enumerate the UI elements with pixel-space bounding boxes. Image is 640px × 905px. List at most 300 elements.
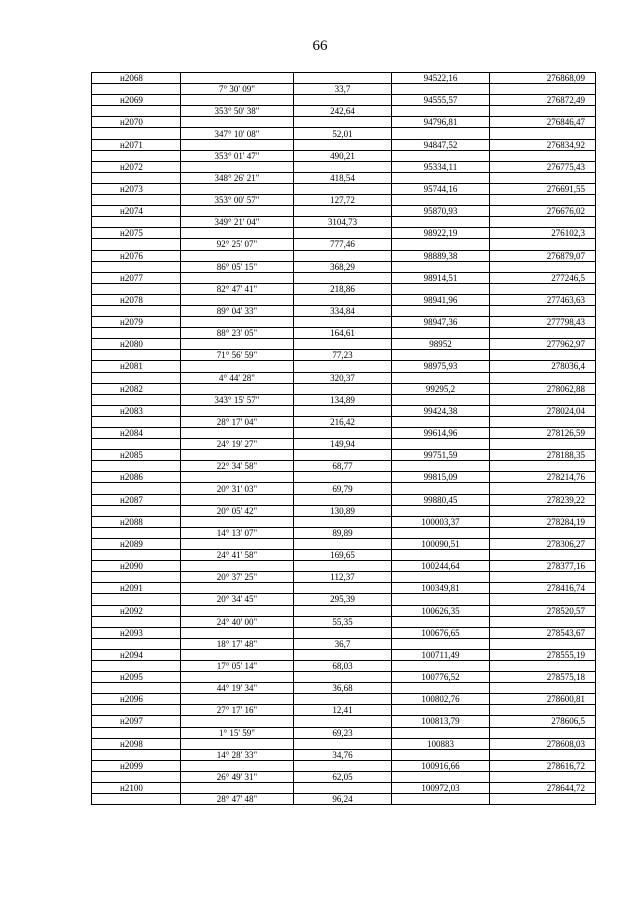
segment-row: [92, 239, 596, 250]
distance-cell: 34,76: [294, 749, 392, 760]
point-row: [92, 494, 596, 505]
x-coordinate-cell: 94847,52: [392, 139, 490, 150]
segment-row: [92, 794, 596, 805]
point-name-cell: н2071: [92, 139, 181, 150]
segment-row: [92, 106, 596, 117]
distance-cell: [294, 272, 392, 283]
x-coordinate-cell: 94555,57: [392, 95, 490, 106]
point-row: [92, 450, 596, 461]
x-coordinate-cell: 98952: [392, 339, 490, 350]
y-coordinate-cell: 278306,27: [490, 538, 596, 549]
y-coordinate-cell: 277463,63: [490, 294, 596, 305]
direction-angle-cell: 27° 17' 16": [181, 705, 294, 716]
point-name-cell: [92, 794, 181, 805]
point-row: [92, 272, 596, 283]
distance-cell: [294, 183, 392, 194]
y-coordinate-cell: 277962,97: [490, 339, 596, 350]
point-name-cell: [92, 217, 181, 228]
direction-angle-cell: 7° 30' 09": [181, 84, 294, 95]
distance-cell: 149,94: [294, 439, 392, 450]
y-coordinate-cell: 278600,81: [490, 694, 596, 705]
direction-angle-cell: [181, 783, 294, 794]
direction-angle-cell: [181, 228, 294, 239]
distance-cell: 418,54: [294, 172, 392, 183]
point-name-cell: [92, 749, 181, 760]
point-name-cell: [92, 616, 181, 627]
x-coordinate-cell: [392, 84, 490, 95]
point-name-cell: [92, 727, 181, 738]
y-coordinate-cell: 278036,4: [490, 361, 596, 372]
direction-angle-cell: 82° 47' 41": [181, 283, 294, 294]
distance-cell: 96,24: [294, 794, 392, 805]
distance-cell: 3104,73: [294, 217, 392, 228]
distance-cell: [294, 206, 392, 217]
direction-angle-cell: [181, 317, 294, 328]
distance-cell: [294, 538, 392, 549]
distance-cell: [294, 294, 392, 305]
x-coordinate-cell: 100711,49: [392, 649, 490, 660]
distance-cell: 368,29: [294, 261, 392, 272]
y-coordinate-cell: [490, 150, 596, 161]
x-coordinate-cell: 100244,64: [392, 561, 490, 572]
x-coordinate-cell: [392, 794, 490, 805]
distance-cell: 169,65: [294, 550, 392, 561]
x-coordinate-cell: [392, 394, 490, 405]
direction-angle-cell: [181, 95, 294, 106]
x-coordinate-cell: [392, 195, 490, 206]
distance-cell: 164,61: [294, 328, 392, 339]
direction-angle-cell: [181, 117, 294, 128]
point-name-cell: н2095: [92, 672, 181, 683]
x-coordinate-cell: 94522,16: [392, 73, 490, 84]
direction-angle-cell: 24° 19' 27": [181, 439, 294, 450]
distance-cell: [294, 561, 392, 572]
point-name-cell: н2092: [92, 605, 181, 616]
y-coordinate-cell: 277798,43: [490, 317, 596, 328]
point-row: [92, 738, 596, 749]
point-row: [92, 783, 596, 794]
direction-angle-cell: [181, 538, 294, 549]
distance-cell: [294, 516, 392, 527]
point-name-cell: [92, 660, 181, 671]
y-coordinate-cell: 278644,72: [490, 783, 596, 794]
direction-angle-cell: [181, 428, 294, 439]
direction-angle-cell: [181, 206, 294, 217]
direction-angle-cell: [181, 383, 294, 394]
segment-row: [92, 616, 596, 627]
y-coordinate-cell: [490, 261, 596, 272]
direction-angle-cell: 353° 00' 57": [181, 195, 294, 206]
segment-row: [92, 505, 596, 516]
y-coordinate-cell: 278555,19: [490, 649, 596, 660]
y-coordinate-cell: [490, 283, 596, 294]
y-coordinate-cell: 278575,18: [490, 672, 596, 683]
distance-cell: [294, 716, 392, 727]
direction-angle-cell: [181, 250, 294, 261]
y-coordinate-cell: [490, 172, 596, 183]
y-coordinate-cell: [490, 660, 596, 671]
distance-cell: 36,68: [294, 683, 392, 694]
point-row: [92, 605, 596, 616]
y-coordinate-cell: [490, 572, 596, 583]
point-name-cell: н2098: [92, 738, 181, 749]
x-coordinate-cell: 98914,51: [392, 272, 490, 283]
direction-angle-cell: 20° 37' 25": [181, 572, 294, 583]
x-coordinate-cell: 100972,03: [392, 783, 490, 794]
x-coordinate-cell: [392, 483, 490, 494]
segment-row: [92, 328, 596, 339]
distance-cell: 69,23: [294, 727, 392, 738]
distance-cell: [294, 605, 392, 616]
direction-angle-cell: 71° 56' 59": [181, 350, 294, 361]
point-name-cell: [92, 550, 181, 561]
point-name-cell: н2086: [92, 472, 181, 483]
distance-cell: [294, 694, 392, 705]
point-name-cell: [92, 283, 181, 294]
y-coordinate-cell: 276834,92: [490, 139, 596, 150]
direction-angle-cell: [181, 627, 294, 638]
point-name-cell: [92, 128, 181, 139]
y-coordinate-cell: 278520,57: [490, 605, 596, 616]
point-name-cell: [92, 505, 181, 516]
distance-cell: [294, 317, 392, 328]
distance-cell: 55,35: [294, 616, 392, 627]
direction-angle-cell: [181, 361, 294, 372]
y-coordinate-cell: 278062,88: [490, 383, 596, 394]
y-coordinate-cell: 278606,5: [490, 716, 596, 727]
distance-cell: 62,05: [294, 771, 392, 782]
point-row: [92, 339, 596, 350]
x-coordinate-cell: [392, 594, 490, 605]
x-coordinate-cell: [392, 705, 490, 716]
segment-row: [92, 638, 596, 649]
y-coordinate-cell: 278608,03: [490, 738, 596, 749]
direction-angle-cell: [181, 450, 294, 461]
direction-angle-cell: [181, 339, 294, 350]
point-name-cell: н2090: [92, 561, 181, 572]
segment-row: [92, 483, 596, 494]
x-coordinate-cell: 99751,59: [392, 450, 490, 461]
y-coordinate-cell: 277246,5: [490, 272, 596, 283]
direction-angle-cell: 4° 44' 28": [181, 372, 294, 383]
point-row: [92, 561, 596, 572]
x-coordinate-cell: 100676,65: [392, 627, 490, 638]
direction-angle-cell: 343° 15' 57": [181, 394, 294, 405]
point-name-cell: н2078: [92, 294, 181, 305]
distance-cell: 134,89: [294, 394, 392, 405]
y-coordinate-cell: [490, 128, 596, 139]
point-row: [92, 95, 596, 106]
direction-angle-cell: 92° 25' 07": [181, 239, 294, 250]
x-coordinate-cell: 100916,66: [392, 760, 490, 771]
point-name-cell: н2069: [92, 95, 181, 106]
y-coordinate-cell: [490, 771, 596, 782]
distance-cell: 295,39: [294, 594, 392, 605]
y-coordinate-cell: [490, 749, 596, 760]
point-row: [92, 760, 596, 771]
distance-cell: [294, 405, 392, 416]
direction-angle-cell: [181, 405, 294, 416]
segment-row: [92, 261, 596, 272]
direction-angle-cell: 24° 40' 00": [181, 616, 294, 627]
distance-cell: 320,37: [294, 372, 392, 383]
direction-angle-cell: [181, 272, 294, 283]
segment-row: [92, 372, 596, 383]
y-coordinate-cell: [490, 416, 596, 427]
y-coordinate-cell: [490, 84, 596, 95]
point-name-cell: н2073: [92, 183, 181, 194]
point-name-cell: н2088: [92, 516, 181, 527]
coordinates-table: [91, 72, 596, 805]
y-coordinate-cell: [490, 594, 596, 605]
point-row: [92, 294, 596, 305]
point-name-cell: н2082: [92, 383, 181, 394]
direction-angle-cell: [181, 605, 294, 616]
direction-angle-cell: [181, 73, 294, 84]
y-coordinate-cell: 278284,19: [490, 516, 596, 527]
y-coordinate-cell: [490, 217, 596, 228]
distance-cell: 777,46: [294, 239, 392, 250]
direction-angle-cell: 20° 31' 03": [181, 483, 294, 494]
point-row: [92, 73, 596, 84]
x-coordinate-cell: 100883: [392, 738, 490, 749]
x-coordinate-cell: [392, 350, 490, 361]
direction-angle-cell: 353° 01' 47": [181, 150, 294, 161]
segment-row: [92, 394, 596, 405]
y-coordinate-cell: [490, 683, 596, 694]
point-row: [92, 405, 596, 416]
distance-cell: 89,89: [294, 527, 392, 538]
coordinates-table-container: [91, 72, 595, 805]
y-coordinate-cell: 278543,67: [490, 627, 596, 638]
x-coordinate-cell: [392, 261, 490, 272]
distance-cell: [294, 672, 392, 683]
point-row: [92, 583, 596, 594]
direction-angle-cell: 26° 49' 31": [181, 771, 294, 782]
point-row: [92, 649, 596, 660]
segment-row: [92, 771, 596, 782]
point-row: [92, 161, 596, 172]
point-name-cell: н2079: [92, 317, 181, 328]
x-coordinate-cell: [392, 372, 490, 383]
segment-row: [92, 594, 596, 605]
segment-row: [92, 749, 596, 760]
segment-row: [92, 350, 596, 361]
y-coordinate-cell: [490, 394, 596, 405]
distance-cell: [294, 494, 392, 505]
x-coordinate-cell: [392, 461, 490, 472]
x-coordinate-cell: 94796,81: [392, 117, 490, 128]
direction-angle-cell: 17° 05' 14": [181, 660, 294, 671]
y-coordinate-cell: [490, 505, 596, 516]
direction-angle-cell: [181, 672, 294, 683]
y-coordinate-cell: 276102,3: [490, 228, 596, 239]
direction-angle-cell: 347° 10' 08": [181, 128, 294, 139]
distance-cell: [294, 139, 392, 150]
point-row: [92, 139, 596, 150]
point-name-cell: н2097: [92, 716, 181, 727]
distance-cell: 69,79: [294, 483, 392, 494]
point-name-cell: [92, 239, 181, 250]
x-coordinate-cell: 99614,96: [392, 428, 490, 439]
point-name-cell: н2077: [92, 272, 181, 283]
distance-cell: 52,01: [294, 128, 392, 139]
distance-cell: [294, 161, 392, 172]
x-coordinate-cell: 99815,09: [392, 472, 490, 483]
direction-angle-cell: 86° 05' 15": [181, 261, 294, 272]
x-coordinate-cell: [392, 217, 490, 228]
point-row: [92, 716, 596, 727]
point-name-cell: [92, 638, 181, 649]
y-coordinate-cell: 276676,02: [490, 206, 596, 217]
distance-cell: 112,37: [294, 572, 392, 583]
x-coordinate-cell: 95870,93: [392, 206, 490, 217]
segment-row: [92, 416, 596, 427]
x-coordinate-cell: [392, 683, 490, 694]
x-coordinate-cell: 99295,2: [392, 383, 490, 394]
segment-row: [92, 305, 596, 316]
direction-angle-cell: 24° 41' 58": [181, 550, 294, 561]
x-coordinate-cell: 99880,45: [392, 494, 490, 505]
y-coordinate-cell: 278416,74: [490, 583, 596, 594]
x-coordinate-cell: [392, 550, 490, 561]
x-coordinate-cell: [392, 439, 490, 450]
x-coordinate-cell: 100626,35: [392, 605, 490, 616]
y-coordinate-cell: [490, 527, 596, 538]
x-coordinate-cell: [392, 305, 490, 316]
y-coordinate-cell: 276691,55: [490, 183, 596, 194]
point-name-cell: [92, 328, 181, 339]
point-name-cell: н2075: [92, 228, 181, 239]
x-coordinate-cell: 100776,52: [392, 672, 490, 683]
point-name-cell: [92, 261, 181, 272]
direction-angle-cell: 88° 23' 05": [181, 328, 294, 339]
point-row: [92, 206, 596, 217]
x-coordinate-cell: [392, 527, 490, 538]
x-coordinate-cell: [392, 283, 490, 294]
x-coordinate-cell: [392, 505, 490, 516]
point-name-cell: н2087: [92, 494, 181, 505]
point-name-cell: н2100: [92, 783, 181, 794]
distance-cell: 68,77: [294, 461, 392, 472]
x-coordinate-cell: [392, 128, 490, 139]
y-coordinate-cell: [490, 328, 596, 339]
distance-cell: [294, 383, 392, 394]
point-row: [92, 117, 596, 128]
x-coordinate-cell: [392, 771, 490, 782]
point-name-cell: н2081: [92, 361, 181, 372]
distance-cell: [294, 95, 392, 106]
y-coordinate-cell: 276846,47: [490, 117, 596, 128]
y-coordinate-cell: 278239,22: [490, 494, 596, 505]
point-name-cell: н2072: [92, 161, 181, 172]
point-name-cell: н2091: [92, 583, 181, 594]
direction-angle-cell: [181, 649, 294, 660]
x-coordinate-cell: [392, 416, 490, 427]
point-name-cell: [92, 572, 181, 583]
point-name-cell: н2085: [92, 450, 181, 461]
direction-angle-cell: 1° 15' 59": [181, 727, 294, 738]
x-coordinate-cell: 95334,11: [392, 161, 490, 172]
point-name-cell: [92, 172, 181, 183]
distance-cell: 216,42: [294, 416, 392, 427]
point-name-cell: н2094: [92, 649, 181, 660]
distance-cell: [294, 250, 392, 261]
point-name-cell: [92, 461, 181, 472]
point-name-cell: [92, 527, 181, 538]
y-coordinate-cell: [490, 461, 596, 472]
x-coordinate-cell: [392, 239, 490, 250]
y-coordinate-cell: 278024,04: [490, 405, 596, 416]
distance-cell: [294, 339, 392, 350]
direction-angle-cell: 14° 13' 07": [181, 527, 294, 538]
point-row: [92, 317, 596, 328]
point-name-cell: [92, 594, 181, 605]
distance-cell: 33,7: [294, 84, 392, 95]
point-name-cell: [92, 305, 181, 316]
point-name-cell: н2099: [92, 760, 181, 771]
x-coordinate-cell: [392, 150, 490, 161]
x-coordinate-cell: [392, 638, 490, 649]
direction-angle-cell: [181, 516, 294, 527]
point-name-cell: [92, 416, 181, 427]
y-coordinate-cell: [490, 350, 596, 361]
point-name-cell: [92, 439, 181, 450]
point-name-cell: [92, 683, 181, 694]
x-coordinate-cell: 99424,38: [392, 405, 490, 416]
x-coordinate-cell: [392, 106, 490, 117]
x-coordinate-cell: [392, 749, 490, 760]
distance-cell: 77,23: [294, 350, 392, 361]
y-coordinate-cell: 278377,16: [490, 561, 596, 572]
segment-row: [92, 172, 596, 183]
distance-cell: [294, 760, 392, 771]
segment-row: [92, 660, 596, 671]
direction-angle-cell: 20° 34' 45": [181, 594, 294, 605]
point-name-cell: н2070: [92, 117, 181, 128]
y-coordinate-cell: 278214,76: [490, 472, 596, 483]
point-name-cell: н2084: [92, 428, 181, 439]
point-row: [92, 672, 596, 683]
distance-cell: [294, 627, 392, 638]
direction-angle-cell: [181, 738, 294, 749]
y-coordinate-cell: 278188,35: [490, 450, 596, 461]
direction-angle-cell: 89° 04' 33": [181, 305, 294, 316]
point-row: [92, 538, 596, 549]
distance-cell: 490,21: [294, 150, 392, 161]
point-row: [92, 183, 596, 194]
point-row: [92, 694, 596, 705]
distance-cell: [294, 361, 392, 372]
distance-cell: [294, 450, 392, 461]
direction-angle-cell: 14° 28' 33": [181, 749, 294, 760]
direction-angle-cell: [181, 583, 294, 594]
point-row: [92, 627, 596, 638]
distance-cell: 242,64: [294, 106, 392, 117]
point-name-cell: [92, 372, 181, 383]
point-name-cell: н2089: [92, 538, 181, 549]
segment-row: [92, 84, 596, 95]
y-coordinate-cell: [490, 638, 596, 649]
y-coordinate-cell: [490, 483, 596, 494]
segment-row: [92, 283, 596, 294]
distance-cell: 36,7: [294, 638, 392, 649]
y-coordinate-cell: [490, 195, 596, 206]
x-coordinate-cell: 100349,81: [392, 583, 490, 594]
direction-angle-cell: [181, 760, 294, 771]
point-name-cell: н2068: [92, 73, 181, 84]
x-coordinate-cell: [392, 572, 490, 583]
